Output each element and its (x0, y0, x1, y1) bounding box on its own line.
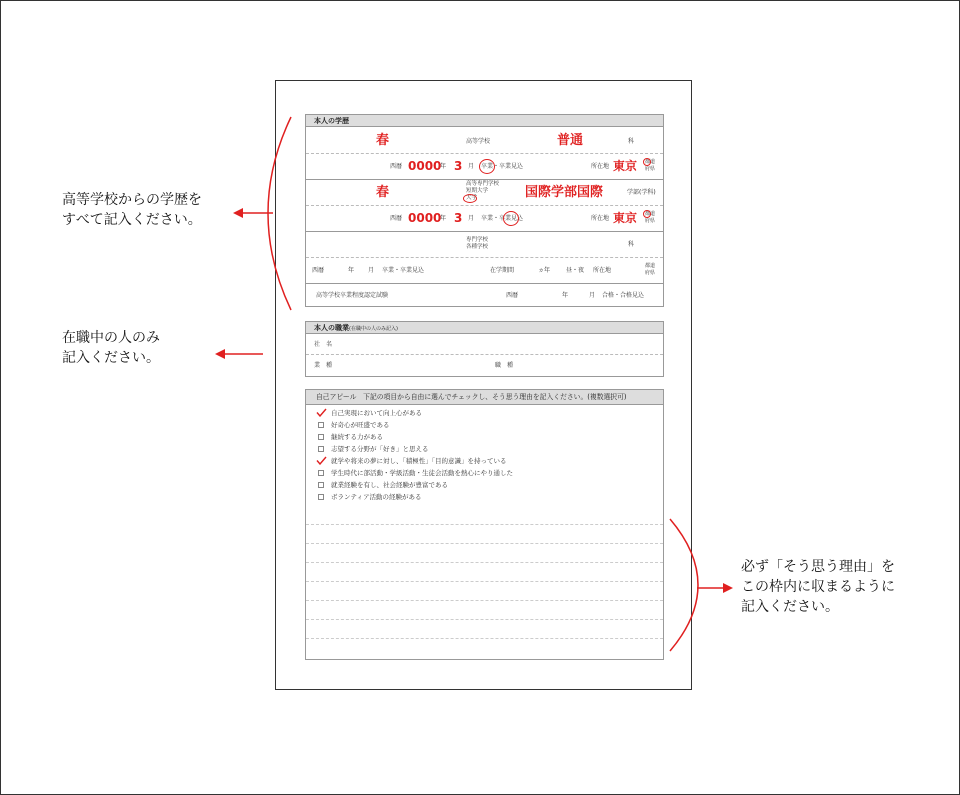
uni-todo-label: 都道 (645, 211, 656, 217)
hs-todo-label: 都道 (645, 159, 656, 165)
appeal-note-line: 必ず「そう思う理由」を (741, 559, 895, 575)
voc-study-period-label: 在学期間 (490, 267, 515, 274)
company-label: 社 名 (314, 341, 333, 348)
hs-seireki-label: 西暦 (390, 163, 403, 170)
uni-fuken-label: 府県 (645, 218, 656, 224)
hs-type-label: 高等学校 (466, 138, 491, 145)
vocational-type-kakushu: 各種学校 (466, 244, 489, 250)
hs-graduation-status: 卒業・卒業見込 (481, 163, 524, 170)
education-header: 本人の学歴 (306, 115, 663, 127)
job-header-title: 本人の職業 (314, 324, 349, 332)
self-appeal-header: 自己アピール 下記の項目から自由に選んでチェックし、そう思う理由を記入ください。(複数選択可) (306, 390, 663, 405)
job-header-note: (在職中の人のみ記入) (349, 326, 398, 332)
appeal-item-label: 就学や将来の夢に対し、「積極性」「目的意識」を持っている (331, 457, 507, 465)
exam-tsuki-label: 月 (589, 292, 596, 299)
voc-day-night: 昼・夜 (566, 267, 585, 274)
hs-school-name: 春 (376, 133, 390, 148)
industry-label: 業 種 (314, 362, 333, 369)
exam-pass-status: 合格・合格見込 (602, 292, 645, 299)
voc-seireki-label: 西暦 (312, 267, 325, 274)
appeal-note-line: この枠内に収まるように (741, 579, 895, 595)
uni-type-daigaku: 大学 (466, 195, 478, 201)
uni-month-value: 3 (454, 211, 463, 225)
hs-fuken-label: 府県 (645, 166, 656, 172)
appeal-item-label: 好奇心が旺盛である (331, 421, 390, 429)
appeal-item-label: ボランティア活動の経験がある (331, 493, 422, 501)
job-note-line: 在職中の人のみ (62, 330, 160, 346)
uni-year-value: 0000 (408, 211, 442, 225)
education-arrowhead (233, 208, 243, 218)
exam-seireki-label: 西暦 (506, 292, 519, 299)
exam-label: 高等学校卒業程度認定試験 (316, 292, 389, 299)
hs-year-value: 0000 (408, 159, 442, 173)
appeal-note-line: 記入ください。 (741, 599, 839, 615)
voc-graduation-status: 卒業・卒業見込 (382, 267, 425, 274)
uni-faculty-name: 国際学部国際 (525, 185, 604, 200)
voc-tsuki-label: 月 (368, 267, 375, 274)
appeal-item-label: 志望する分野が「好き」と思える (331, 445, 429, 453)
uni-school-name: 春 (376, 185, 390, 200)
hs-course-name: 普通 (557, 133, 584, 148)
education-note-line: すべて記入ください。 (62, 212, 202, 228)
hs-nen-label: 年 (440, 163, 447, 170)
hs-month-value: 3 (454, 159, 463, 173)
uni-gakubu-label: 学部(学科) (627, 189, 656, 196)
uni-type-tandai: 短期大学 (466, 188, 489, 194)
voc-nen-label: 年 (348, 267, 355, 274)
vocational-ka-label: 科 (628, 241, 635, 248)
job-arrowhead (215, 349, 225, 359)
appeal-item-label: 継続する力がある (331, 433, 383, 441)
education-note-line: 高等学校からの学歴を (62, 192, 202, 208)
appeal-note (741, 557, 895, 617)
uni-location-label: 所在地 (591, 215, 610, 222)
vocational-type-senmon: 専門学校 (466, 237, 489, 243)
exam-nen-label: 年 (562, 292, 569, 299)
hs-tsuki-label: 月 (468, 163, 475, 170)
appeal-bracket (670, 519, 698, 651)
uni-tsuki-label: 月 (468, 215, 475, 222)
appeal-item-label: 自己実現において向上心がある (331, 409, 422, 417)
voc-years-unit: ヵ年 (538, 267, 551, 274)
hs-location-label: 所在地 (591, 163, 610, 170)
appeal-arrowhead (723, 583, 733, 593)
uni-type-kosen: 高等専門学校 (466, 181, 500, 187)
uni-nen-label: 年 (440, 215, 447, 222)
voc-fuken-label: 府県 (645, 270, 656, 276)
voc-todo-label: 都道 (645, 263, 656, 269)
hs-location-value: 東京 (613, 159, 638, 173)
job-note (62, 328, 160, 368)
hs-ka-label: 科 (628, 138, 635, 145)
occupation-label: 職 種 (495, 362, 514, 369)
uni-graduation-status: 卒業・卒業見込 (481, 215, 524, 222)
job-note-line: 記入ください。 (62, 350, 160, 366)
appeal-item-label: 学生時代に部活動・学級活動・生徒会活動を熱心にやり通した (331, 469, 513, 477)
uni-seireki-label: 西暦 (390, 215, 403, 222)
uni-location-value: 東京 (613, 211, 638, 225)
voc-location-label: 所在地 (593, 267, 612, 274)
appeal-item-label: 就業経験を有し、社会経験が豊富である (331, 481, 448, 489)
education-note (62, 190, 202, 230)
